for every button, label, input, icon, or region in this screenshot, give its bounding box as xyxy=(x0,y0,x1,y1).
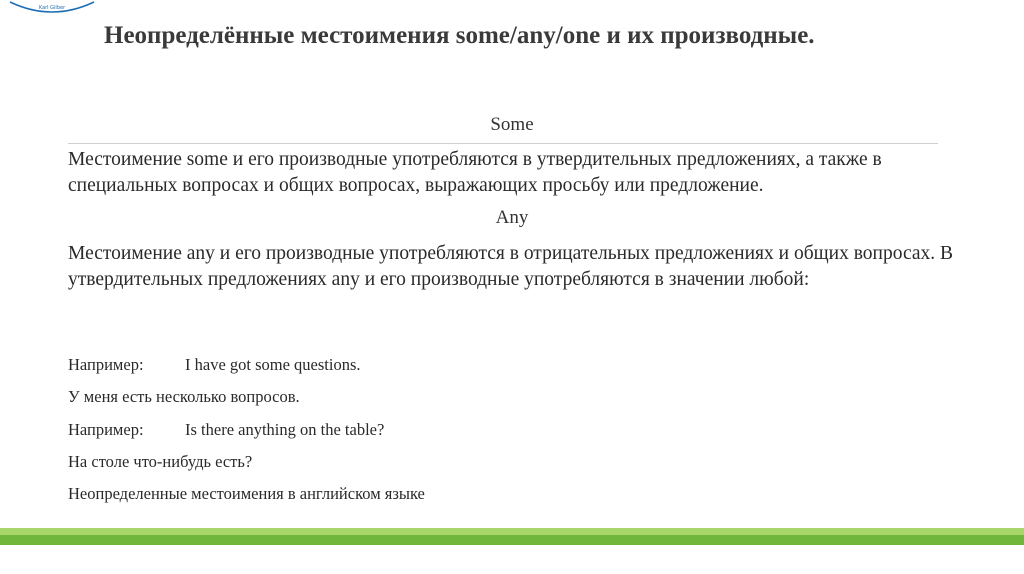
example-label: Например: xyxy=(68,355,144,374)
example-text: Неопределенные местоимения в английском языке xyxy=(68,484,425,503)
footer-bar-light xyxy=(0,528,1024,535)
example-line-3 xyxy=(68,420,384,440)
some-paragraph: Местоимение some и его производные употребляются в утвердительных предложениях, а также в специальных вопросах и общих вопросах, выражающих просьбу или предложение. xyxy=(68,149,882,196)
example-line-2 xyxy=(68,387,300,407)
example-text: У меня есть несколько вопросов. xyxy=(68,387,300,406)
some-heading: Some xyxy=(490,114,534,135)
site-logo xyxy=(8,0,96,20)
example-text: I have got some questions. xyxy=(185,355,361,374)
any-heading: Any xyxy=(495,207,529,228)
example-line-1 xyxy=(68,355,361,375)
logo-arc-icon xyxy=(8,0,96,20)
footer-bar-dark xyxy=(0,535,1024,545)
example-line-5 xyxy=(68,484,425,504)
any-paragraph: Местоимение any и его производные употребляются в отрицательных предложениях и общих вопросах. В утвердительных предложениях any и его производные употребляются в значении любой: xyxy=(68,243,953,290)
example-text: Is there anything on the table? xyxy=(185,420,385,439)
divider xyxy=(68,143,938,144)
slide-title: Неопределённые местоимения some/any/one и их производные. xyxy=(104,22,815,49)
logo-text: Karl Gilber xyxy=(38,5,66,11)
example-text: На столе что-нибудь есть? xyxy=(68,452,253,471)
example-label: Например: xyxy=(68,420,144,439)
example-line-4 xyxy=(68,452,252,472)
